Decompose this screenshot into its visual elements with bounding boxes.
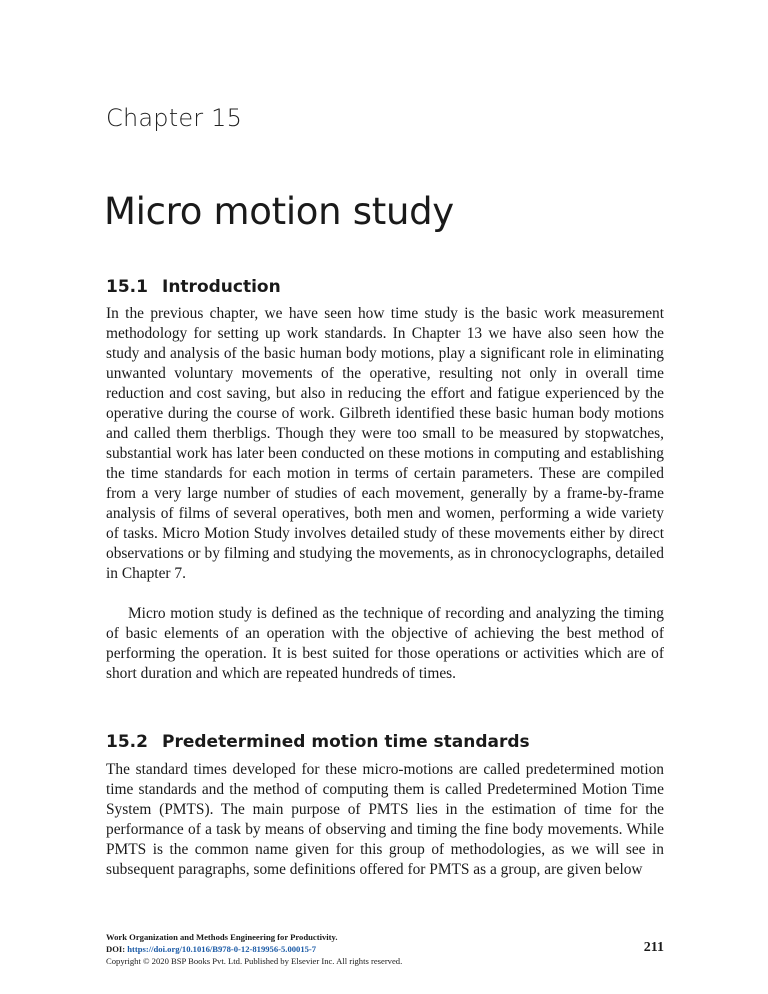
paragraph: In the previous chapter, we have seen how time study is the basic work measurement methodology for setting up work standards. In Chapter 13 we have also seen how the study and analysis of the basic human body motions, play a significant role in eliminating unwanted voluntary movements of the operative, resulting not only in overall time reduction and cost saving, but also in reducing the effort and fatigue experienced by the operative during the course of work. Gilbreth identified these basic human body motions and called them therbligs. Though they were too small to be measured by stopwatches, substantial work has later been conducted on these motions in computing and establishing the time standards for each motion in terms of certain parameters. These are compiled from a very large number of studies of each movement, generally by a frame-by-frame analysis of films of several operatives, both men and women, performing a wide variety of tasks. Micro Motion Study involves detailed study of these movements either by direct observations or by filming and studying the movements, as in chronocyclographs, detailed in Chapter 7. [106,305,664,582]
paragraph: Micro motion study is defined as the technique of recording and analyzing the timing of basic elements of an operation with the objective of achieving the best method of performing the operation. It is best suited for those operations or activities which are of short duration and which are repeated hundreds of times. [106,605,664,682]
chapter-title: Micro motion study [104,190,454,233]
section-number: 15.1 [106,277,148,297]
section-number: 15.2 [106,732,148,752]
section-heading-pmts [106,732,530,752]
chapter-label: Chapter 15 [106,104,243,132]
copyright-notice: Copyright © 2020 BSP Books Pvt. Ltd. Published by Elsevier Inc. All rights reserved. [106,956,403,966]
page-number: 211 [643,940,664,955]
section-heading-introduction [106,277,281,297]
doi-label: DOI: [106,944,126,954]
doi-line [106,943,666,955]
section-title: Predetermined motion time standards [162,732,530,752]
doi-link[interactable]: https://doi.org/10.1016/B978-0-12-819956-5.00015-7 [127,944,317,954]
section-title: Introduction [162,277,281,297]
book-title: Work Organization and Methods Engineering for Productivity. [106,932,338,942]
paragraph: The standard times developed for these micro-motions are called predetermined motion time standards and the method of computing them is called Predetermined Motion Time System (PMTS). The main purpose of PMTS lies in the estimation of time for the performance of a task by means of observing and timing the fine body movements. While PMTS is the common name given for this group of methodologies, as we will see in subsequent paragraphs, some definitions offered for PMTS as a group, are given below [106,761,664,878]
page-footer [106,931,666,967]
